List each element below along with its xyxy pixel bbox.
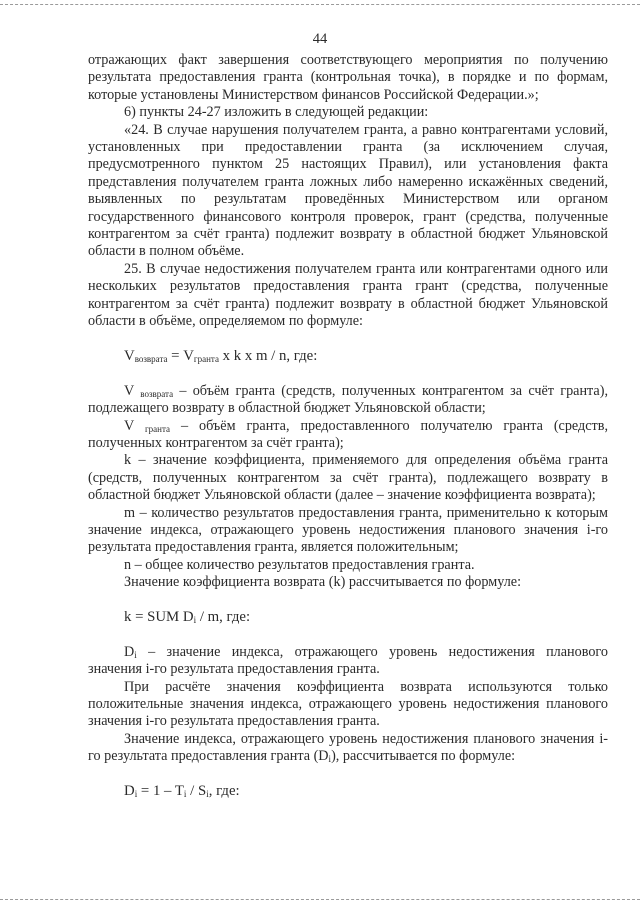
paragraph-amendment-intro: 6) пункты 24-27 изложить в следующей редакции: bbox=[124, 104, 429, 121]
definition-v-return: V $_{возврата}$ – объём гранта (средств, полученных контрагентом за счёт гранта), подлежащего возврату в областной бюджет Ульяновской области; bbox=[88, 382, 608, 417]
paragraph-continuation: отражающих факт завершения соответствующего мероприятия по получению результата предоставления гранта (контрольная точка), в порядке и по формам, которые установлены Министерством финансов Российской Федерации.»; bbox=[88, 52, 608, 103]
scan-edge-top bbox=[0, 4, 640, 5]
definition-di: $D_i$ – значение индекса, отражающего уровень недостижения планового значения i-го результата предоставления гранта. bbox=[88, 643, 608, 678]
paragraph-di-formula-intro: Значение индекса, отражающего уровень недостижения планового значения i-го результата предоставления гранта $(D_i)$, рассчитывается по формуле: bbox=[88, 730, 608, 765]
formula-v-return: $V_{возврата} = V_{гранта}$ x k x m / n, где: bbox=[124, 347, 318, 364]
formula-di: $D_i = 1 - T_i / S_i$, где: bbox=[124, 782, 240, 799]
paragraph-k-formula-intro: Значение коэффициента возврата (k) рассчитывается по формуле: bbox=[124, 574, 522, 591]
paragraph-25: 25. В случае недостижения получателем гранта или контрагентами одного или нескольких результатов предоставления гранта грант (средства, полученные контрагентом за счёт гранта) подлежит возврату в областной бюджет Ульяновской области в объёме, определяемом по формуле: bbox=[88, 260, 608, 330]
definition-v-grant: V $_{гранта}$ – объём гранта, предоставленного получателю гранта (средств, полученных контрагентом за счёт гранта); bbox=[88, 417, 609, 451]
paragraph-positive-values: При расчёте значения коэффициента возврата используются только положительные значения индекса, отражающего уровень недостижения планового значения i-го результата предоставления гранта. bbox=[88, 678, 608, 730]
page-number: 44 bbox=[312, 31, 328, 47]
definition-n: n – общее количество результатов предоставления гранта. bbox=[124, 556, 475, 573]
definition-m: m – количество результатов предоставления гранта, применительно к которым значение индекса, отражающего уровень недостижения планового значения i-го результата предоставления гранта, является положительным; bbox=[88, 504, 608, 556]
formula-k: k = SUM $D_i$ / m, где: bbox=[124, 608, 251, 625]
paragraph-24: «24. В случае нарушения получателем гранта, а равно контрагентами условий, установленных при предоставлении гранта (за исключением случая, предусмотренного пунктом 25 настоящих Правил), или установления факта представления получателем гранта ложных либо намеренно искажённых сведений, выявленных по результатам проведённых Министерством или органом государственного финансового контроля проверок, грант (средства, полученные контрагентом за счёт гранта) подлежит возврату в областной бюджет Ульяновской области в полном объёме. bbox=[88, 121, 608, 260]
scan-edge-bottom bbox=[0, 899, 640, 900]
document-body bbox=[88, 52, 608, 800]
definition-k: k – значение коэффициента, применяемого для определения объёма гранта (средств, полученных контрагентом за счёт гранта), подлежащего возврату в областной бюджет Ульяновской области (далее – значение коэффициента возврата); bbox=[88, 452, 608, 504]
